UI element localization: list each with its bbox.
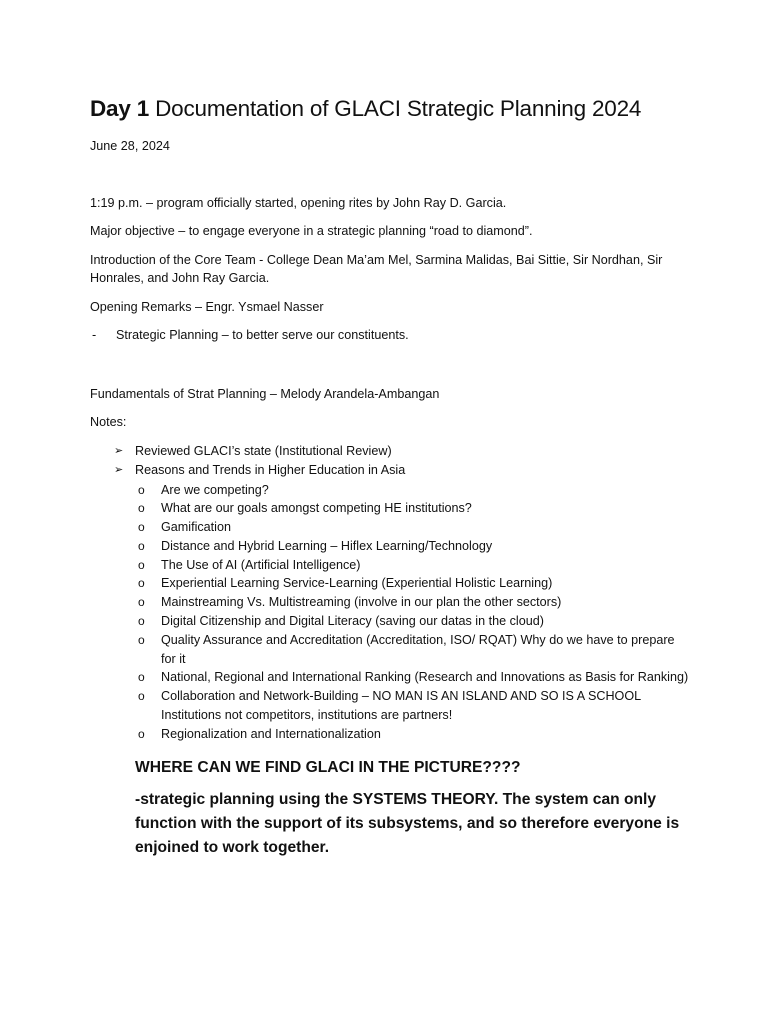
circle-bullet-icon: o <box>138 576 145 591</box>
title-day: Day 1 <box>90 96 150 121</box>
strategic-planning-bullet <box>90 326 690 345</box>
document-title <box>90 92 690 126</box>
major-objective-paragraph: Major objective – to engage everyone in a strategic planning “road to diamond”. <box>90 224 533 238</box>
circle-bullet-icon: o <box>138 538 145 553</box>
list-item: o The Use of AI (Artificial Intelligence) <box>90 556 690 575</box>
list-item: ➢ Reviewed GLACI’s state (Institutional Review) <box>90 442 690 462</box>
list-item: o What are our goals amongst competing HE institutions? <box>90 499 690 518</box>
notes-list <box>90 442 690 744</box>
circle-bullet-icon: o <box>138 670 145 685</box>
title-text: Documentation of GLACI Strategic Planning 2024 <box>149 96 642 121</box>
document-body <box>90 92 690 860</box>
opening-remarks-paragraph: Opening Remarks – Engr. Ysmael Nasser <box>90 299 324 314</box>
list-item: o Regionalization and Internationalization <box>90 725 690 744</box>
list-item: o Collaboration and Network-Building – NO MAN IS AN ISLAND AND SO IS A SCHOOL Institutions not competitors, institutions are partners! <box>138 689 641 723</box>
program-start-paragraph: 1:19 p.m. – program officially started, opening rites by John Ray D. Garcia. <box>90 195 507 210</box>
core-team-paragraph: Introduction of the Core Team - College Dean Ma’am Mel, Sarmina Malidas, Bai Sittie, Sir Nordhan, Sir Honrales, and John Ray Garcia. <box>90 252 663 285</box>
list-item: o Digital Citizenship and Digital Literacy (saving our datas in the cloud) <box>90 612 690 631</box>
list-item: o Are we competing? <box>90 481 690 500</box>
dash-marker-icon: - <box>92 328 97 342</box>
list-item: o Quality Assurance and Accreditation (Accreditation, ISO/ RQAT) Why do we have to prepare for it <box>138 632 675 666</box>
circle-bullet-icon: o <box>138 632 145 647</box>
circle-bullet-icon: o <box>138 501 145 516</box>
circle-bullet-icon: o <box>138 726 145 741</box>
list-item: o Mainstreaming Vs. Multistreaming (involve in our plan the other sectors) <box>90 593 690 612</box>
circle-bullet-icon: o <box>138 595 145 610</box>
circle-bullet-icon: o <box>138 689 145 704</box>
list-item: o National, Regional and International Ranking (Research and Innovations as Basis for Ranking) <box>90 668 690 687</box>
circle-bullet-icon: o <box>138 482 145 497</box>
glaci-question-heading: WHERE CAN WE FIND GLACI IN THE PICTURE???? <box>135 758 521 776</box>
list-item: ➢ Reasons and Trends in Higher Education in Asia <box>90 461 690 481</box>
list-item: o Gamification <box>90 518 690 537</box>
notes-label: Notes: <box>90 415 127 429</box>
list-item: o Experiential Learning Service-Learning (Experiential Holistic Learning) <box>90 574 690 593</box>
bullet-text: Strategic Planning – to better serve our constituents. <box>116 328 409 342</box>
document-date: June 28, 2024 <box>90 139 170 153</box>
circle-bullet-icon: o <box>138 520 145 535</box>
systems-theory-statement: -strategic planning using the SYSTEMS THEORY. The system can only function with the support of its subsystems, and so therefore everyone is enjoined to work together. <box>135 790 680 856</box>
arrow-bullet-icon: ➢ <box>114 464 124 476</box>
fundamentals-paragraph: Fundamentals of Strat Planning – Melody Arandela-Ambangan <box>90 386 440 401</box>
circle-bullet-icon: o <box>138 614 145 629</box>
circle-bullet-icon: o <box>138 557 145 572</box>
arrow-bullet-icon: ➢ <box>114 444 124 457</box>
list-item: o Distance and Hybrid Learning – Hiflex Learning/Technology <box>90 537 690 556</box>
